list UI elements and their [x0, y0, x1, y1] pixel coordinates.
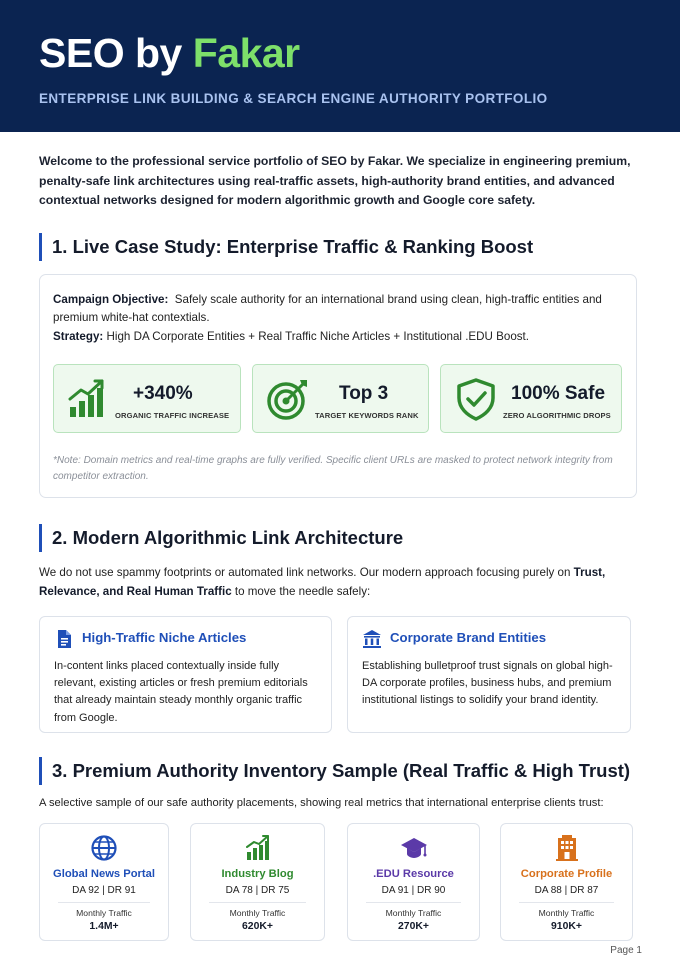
strategy-text: High DA Corporate Entities + Real Traffic Niche Articles + Institutional .EDU Boost.	[106, 330, 530, 343]
strategy	[53, 330, 625, 343]
bar-chart-icon	[244, 834, 272, 862]
case-study-card	[39, 274, 637, 498]
traffic-label: Monthly Traffic	[538, 908, 595, 918]
inventory-card-corporate	[500, 823, 633, 941]
traffic-label: Monthly Traffic	[385, 908, 442, 918]
globe-icon	[90, 834, 118, 862]
stat-value: Top 3	[339, 383, 389, 404]
arch-card-title: Corporate Brand Entities	[390, 630, 547, 645]
arch-card-articles	[39, 616, 332, 733]
brand-prefix: SEO by	[39, 30, 193, 76]
traffic-value: 620K+	[242, 921, 273, 932]
inventory-metrics: DA 92 | DR 91	[72, 885, 136, 896]
stat-label: ORGANIC TRAFFIC INCREASE	[115, 411, 230, 420]
para-bold: Trust, Relevance, and Real Human Traffic	[39, 566, 606, 598]
building-icon	[553, 834, 581, 862]
architecture-intro	[39, 564, 639, 601]
traffic-label: Monthly Traffic	[76, 908, 132, 918]
objective-text: Safely scale authority for an international brand using clean, high-traffic entities and premium white-hat contextials.	[53, 293, 602, 324]
stat-label: TARGET KEYWORDS RANK	[315, 411, 419, 420]
inventory-card-edu	[347, 823, 480, 941]
stat-card-rank	[252, 364, 429, 433]
institution-icon	[362, 629, 382, 649]
page-number: Page 1	[610, 945, 642, 956]
growth-chart-icon	[67, 377, 111, 421]
section-1-title: 1. Live Case Study: Enterprise Traffic & Ranking Boost	[39, 233, 533, 261]
inventory-name: .EDU Resource	[373, 868, 454, 880]
traffic-value: 910K+	[551, 921, 582, 932]
traffic-label: Monthly Traffic	[229, 908, 286, 918]
arch-card-title: High-Traffic Niche Articles	[82, 630, 247, 645]
brand-accent: Fakar	[192, 30, 300, 76]
para-start: We do not use spammy footprints or automated link networks. Our modern approach focusing purely on	[39, 566, 574, 579]
traffic-value: 270K+	[398, 921, 429, 932]
divider	[58, 902, 150, 903]
inventory-metrics: DA 78 | DR 75	[225, 885, 290, 896]
divider	[366, 902, 461, 903]
campaign-objective	[53, 291, 625, 327]
objective-label: Campaign Objective:	[53, 293, 169, 306]
stat-card-traffic	[53, 364, 241, 433]
inventory-intro: A selective sample of our safe authority placements, showing real metrics that international enterprise clients trust:	[39, 797, 604, 809]
stat-value: +340%	[133, 383, 193, 404]
tagline: ENTERPRISE LINK BUILDING & SEARCH ENGINE AUTHORITY PORTFOLIO	[39, 91, 548, 106]
divider	[519, 902, 614, 903]
inventory-name: Corporate Profile	[520, 868, 613, 880]
inventory-metrics: DA 91 | DR 90	[381, 885, 446, 896]
stat-value: 100% Safe	[511, 383, 606, 404]
brand-title	[39, 30, 300, 77]
inventory-card-news	[39, 823, 169, 941]
arch-card-entities	[347, 616, 631, 733]
stat-card-safety	[440, 364, 622, 433]
inventory-card-blog	[190, 823, 325, 941]
divider	[209, 902, 306, 903]
shield-check-icon	[454, 377, 498, 421]
section-3-title: 3. Premium Authority Inventory Sample (Real Traffic & High Trust)	[39, 757, 630, 785]
inventory-name: Global News Portal	[53, 868, 155, 880]
graduation-cap-icon	[400, 834, 428, 862]
traffic-value: 1.4M+	[89, 921, 119, 932]
verification-note: *Note: Domain metrics and real-time graphs are fully verified. Specific client URLs are masked to protect network integrity from competitor extraction.	[53, 455, 613, 482]
para-end: to move the needle safely:	[231, 584, 371, 598]
section-2-title: 2. Modern Algorithmic Link Architecture	[39, 524, 403, 552]
intro-paragraph: Welcome to the professional service portfolio of SEO by Fakar. We specialize in engineering premium, penalty-safe link architectures using real-traffic assets, high-authority brand entities, and advanced contextual networks designed for modern algorithmic growth and Google core safety.	[39, 154, 631, 207]
inventory-metrics: DA 88 | DR 87	[534, 885, 599, 896]
inventory-name: Industry Blog	[221, 868, 294, 880]
header-banner	[0, 0, 680, 132]
document-icon	[54, 629, 74, 649]
arch-card-text: Establishing bulletproof trust signals on global high-DA corporate profiles, business hubs, and premium institutional listings to solidify your brand identity.	[362, 660, 613, 707]
target-icon	[266, 377, 310, 421]
stat-label: ZERO ALGORITHMIC DROPS	[503, 411, 611, 420]
strategy-label: Strategy:	[53, 330, 104, 343]
arch-card-text: In-content links placed contextually inside fully relevant, existing articles or fresh premium editorials that already maintain steady monthly organic traffic from Google.	[54, 660, 308, 724]
